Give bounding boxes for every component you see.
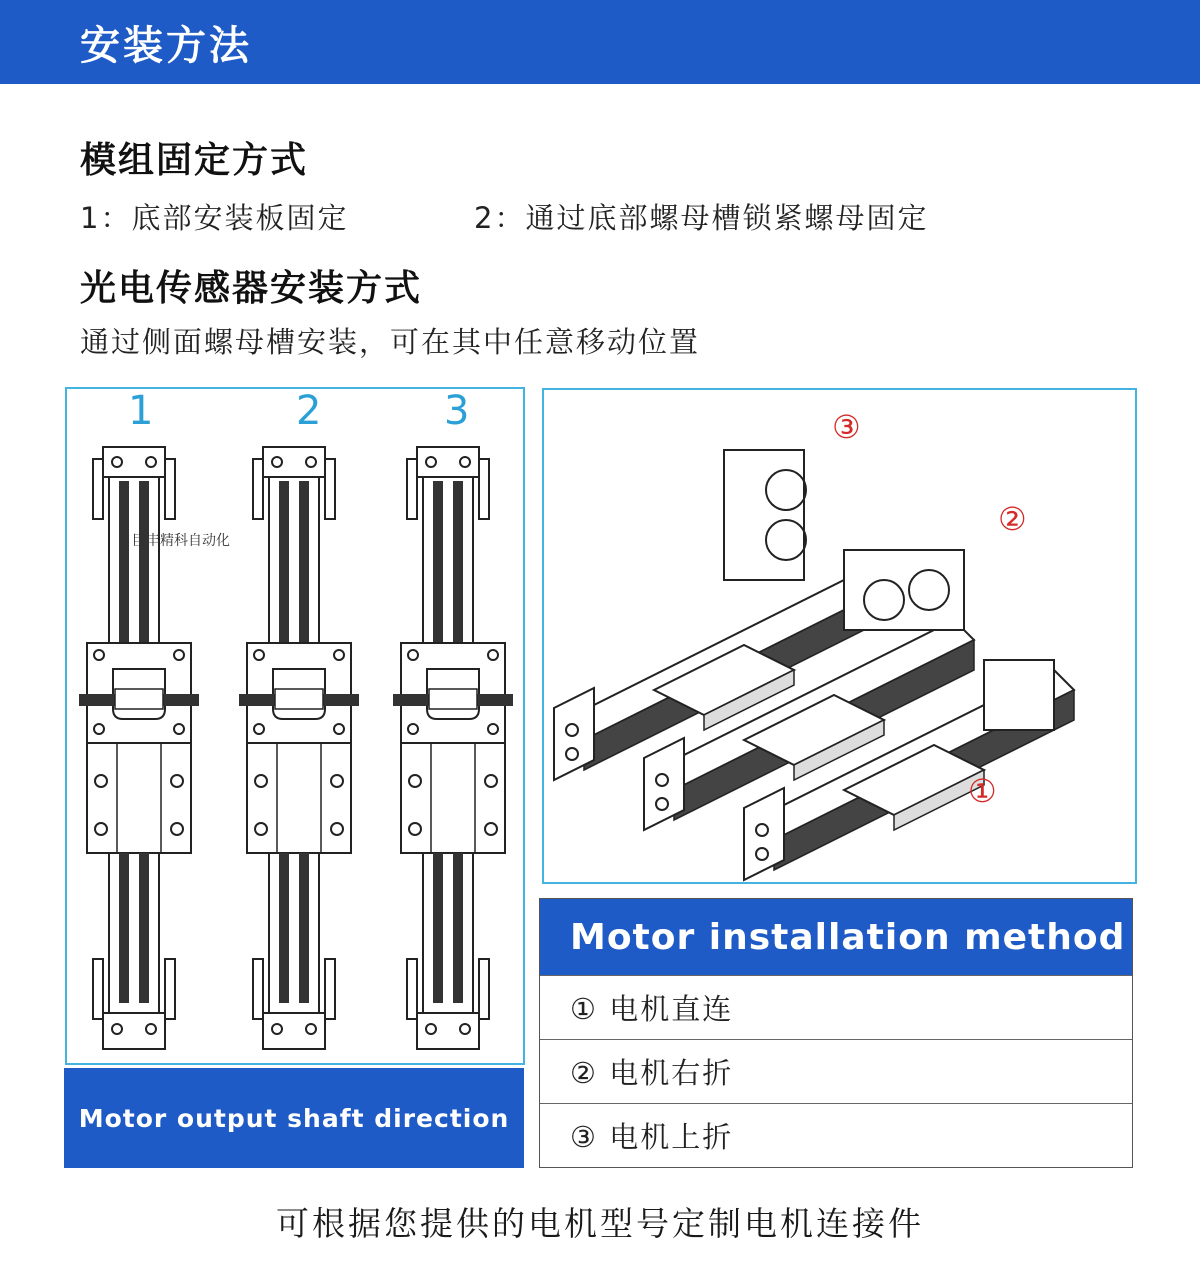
figure-number-1: 1 [128,388,154,434]
top-view-figure [65,387,525,1065]
isometric-figure [542,388,1137,884]
table-row-direct: ① 电机直连 [540,975,1132,1039]
figure-number-3: 3 [444,388,470,434]
table-row-up-fold: ③ 电机上折 [540,1103,1132,1167]
figure-number-2: 2 [296,388,322,434]
sensor-description: 通过侧面螺母槽安装，可在其中任意移动位置 [80,325,701,359]
watermark-text: 巨丰精科自动化 [132,533,230,549]
module-fixing-heading: 模组固定方式 [80,140,309,181]
marker-2: ② [998,500,1027,538]
sensor-heading: 光电传感器安装方式 [80,268,423,309]
module-top-view-drawing [67,389,523,1063]
marker-1: ① [968,772,997,810]
footer-note: 可根据您提供的电机型号定制电机连接件 [276,1204,924,1243]
fixing-method-1: 1：底部安装板固定 [80,201,349,235]
marker-3: ③ [832,408,861,446]
module-drawing-2 [239,447,359,1049]
table-row-right-fold: ② 电机右折 [540,1039,1132,1103]
page-title: 安装方法 [80,23,252,69]
motor-output-shaft-label: Motor output shaft direction [64,1068,524,1168]
module-isometric-drawing [544,390,1135,882]
fixing-method-2: 2：通过底部螺母槽锁紧螺母固定 [474,201,929,235]
motor-installation-table [539,898,1133,1168]
module-drawing-3 [393,447,513,1049]
table-heading: Motor installation method [540,899,1132,975]
